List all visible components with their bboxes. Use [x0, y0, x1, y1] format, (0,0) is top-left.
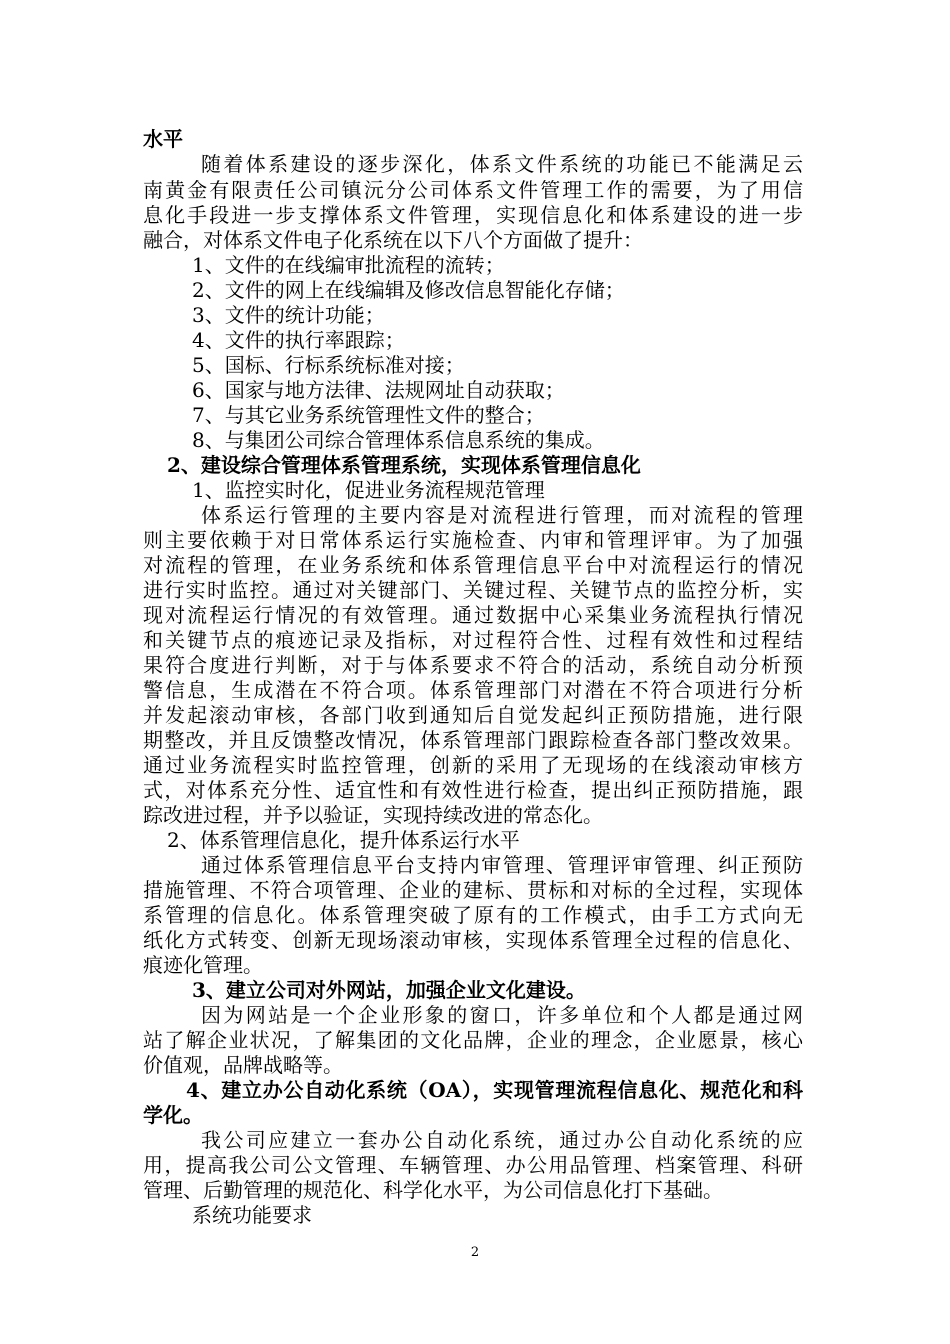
text-line: 随着体系建设的逐步深化，体系文件系统的功能已不能满足云	[201, 152, 803, 176]
text-line: 系管理的信息化。体系管理突破了原有的工作模式，由手工方式向无	[143, 903, 803, 927]
text-line: 期整改，并且反馈整改情况，体系管理部门跟踪检查各部门整改效果。	[143, 728, 803, 752]
text-line: 则主要依赖于对日常体系运行实施检查、内审和管理评审。为了加强	[143, 528, 803, 552]
text-line: 因为网站是一个企业形象的窗口，许多单位和个人都是通过网	[201, 1003, 803, 1027]
text-line: 管理、后勤管理的规范化、科学化水平，为公司信息化打下基础。	[143, 1178, 723, 1202]
text-line: 我公司应建立一套办公自动化系统，通过办公自动化系统的应	[201, 1128, 803, 1152]
text-line: 和关键节点的痕迹记录及指标，对过程符合性、过程有效性和过程结	[143, 628, 803, 652]
text-line: 纸化方式转变、创新无现场滚动审核，实现体系管理全过程的信息化、	[143, 928, 803, 952]
text-line: 融合，对体系文件电子化系统在以下八个方面做了提升：	[143, 228, 643, 252]
text-line: 并发起滚动审核，各部门收到通知后自觉发起纠正预防措施，进行限	[143, 703, 803, 727]
text-line: 果符合度进行判断，对于与体系要求不符合的活动，系统自动分析预	[143, 653, 803, 677]
heading-line: 2、建设综合管理体系管理系统，实现体系管理信息化	[167, 453, 641, 477]
text-line: 体系运行管理的主要内容是对流程进行管理，而对流程的管理	[201, 503, 803, 527]
text-line: 通过业务流程实时监控管理，创新的采用了无现场的在线滚动审核方	[143, 753, 803, 777]
text-line: 8、与集团公司综合管理体系信息系统的集成。	[192, 428, 605, 452]
text-line: 7、与其它业务系统管理性文件的整合；	[192, 403, 545, 427]
text-line: 6、国家与地方法律、法规网址自动获取；	[192, 378, 565, 402]
text-line: 式，对体系充分性、适宜性和有效性进行检查，提出纠正预防措施，跟	[143, 778, 803, 802]
text-line: 2、体系管理信息化，提升体系运行水平	[167, 828, 520, 852]
text-line: 用，提高我公司公文管理、车辆管理、办公用品管理、档案管理、科研	[143, 1153, 803, 1177]
text-line: 痕迹化管理。	[143, 953, 263, 977]
text-line: 进行实时监控。通过对关键部门、关键过程、关键节点的监控分析，实	[143, 578, 803, 602]
text-line: 踪改进过程，并予以验证，实现持续改进的常态化。	[143, 803, 603, 827]
text-line: 对流程的管理，在业务系统和体系管理信息平台中对流程运行的情况	[143, 553, 803, 577]
heading-line: 水平	[143, 127, 183, 151]
text-line: 1、文件的在线编审批流程的流转；	[192, 253, 505, 277]
text-line: 警信息，生成潜在不符合项。体系管理部门对潜在不符合项进行分析	[143, 678, 803, 702]
text-line: 1、监控实时化，促进业务流程规范管理	[192, 478, 545, 502]
text-line: 5、国标、行标系统标准对接；	[192, 353, 465, 377]
text-line: 4、文件的执行率跟踪；	[192, 328, 405, 352]
page-number: 2	[470, 1245, 480, 1260]
text-line: 站了解企业状况，了解集团的文化品牌，企业的理念，企业愿景，核心	[143, 1028, 803, 1052]
text-line: 3、文件的统计功能；	[192, 303, 385, 327]
heading-line: 3、建立公司对外网站，加强企业文化建设。	[192, 978, 586, 1002]
heading-line: 学化。	[143, 1103, 203, 1127]
text-line: 2、文件的网上在线编辑及修改信息智能化存储；	[192, 278, 625, 302]
heading-line: 4、建立办公自动化系统（OA），实现管理流程信息化、规范化和科	[186, 1078, 803, 1102]
text-line: 价值观，品牌战略等。	[143, 1053, 343, 1077]
text-line: 系统功能要求	[192, 1203, 312, 1227]
text-line: 南黄金有限责任公司镇沅分公司体系文件管理工作的需要，为了用信	[143, 178, 803, 202]
text-line: 现对流程运行情况的有效管理。通过数据中心采集业务流程执行情况	[143, 603, 803, 627]
text-line: 息化手段进一步支撑体系文件管理，实现信息化和体系建设的进一步	[143, 203, 803, 227]
text-line: 措施管理、不符合项管理、企业的建标、贯标和对标的全过程，实现体	[143, 878, 803, 902]
text-line: 通过体系管理信息平台支持内审管理、管理评审管理、纠正预防	[201, 853, 803, 877]
